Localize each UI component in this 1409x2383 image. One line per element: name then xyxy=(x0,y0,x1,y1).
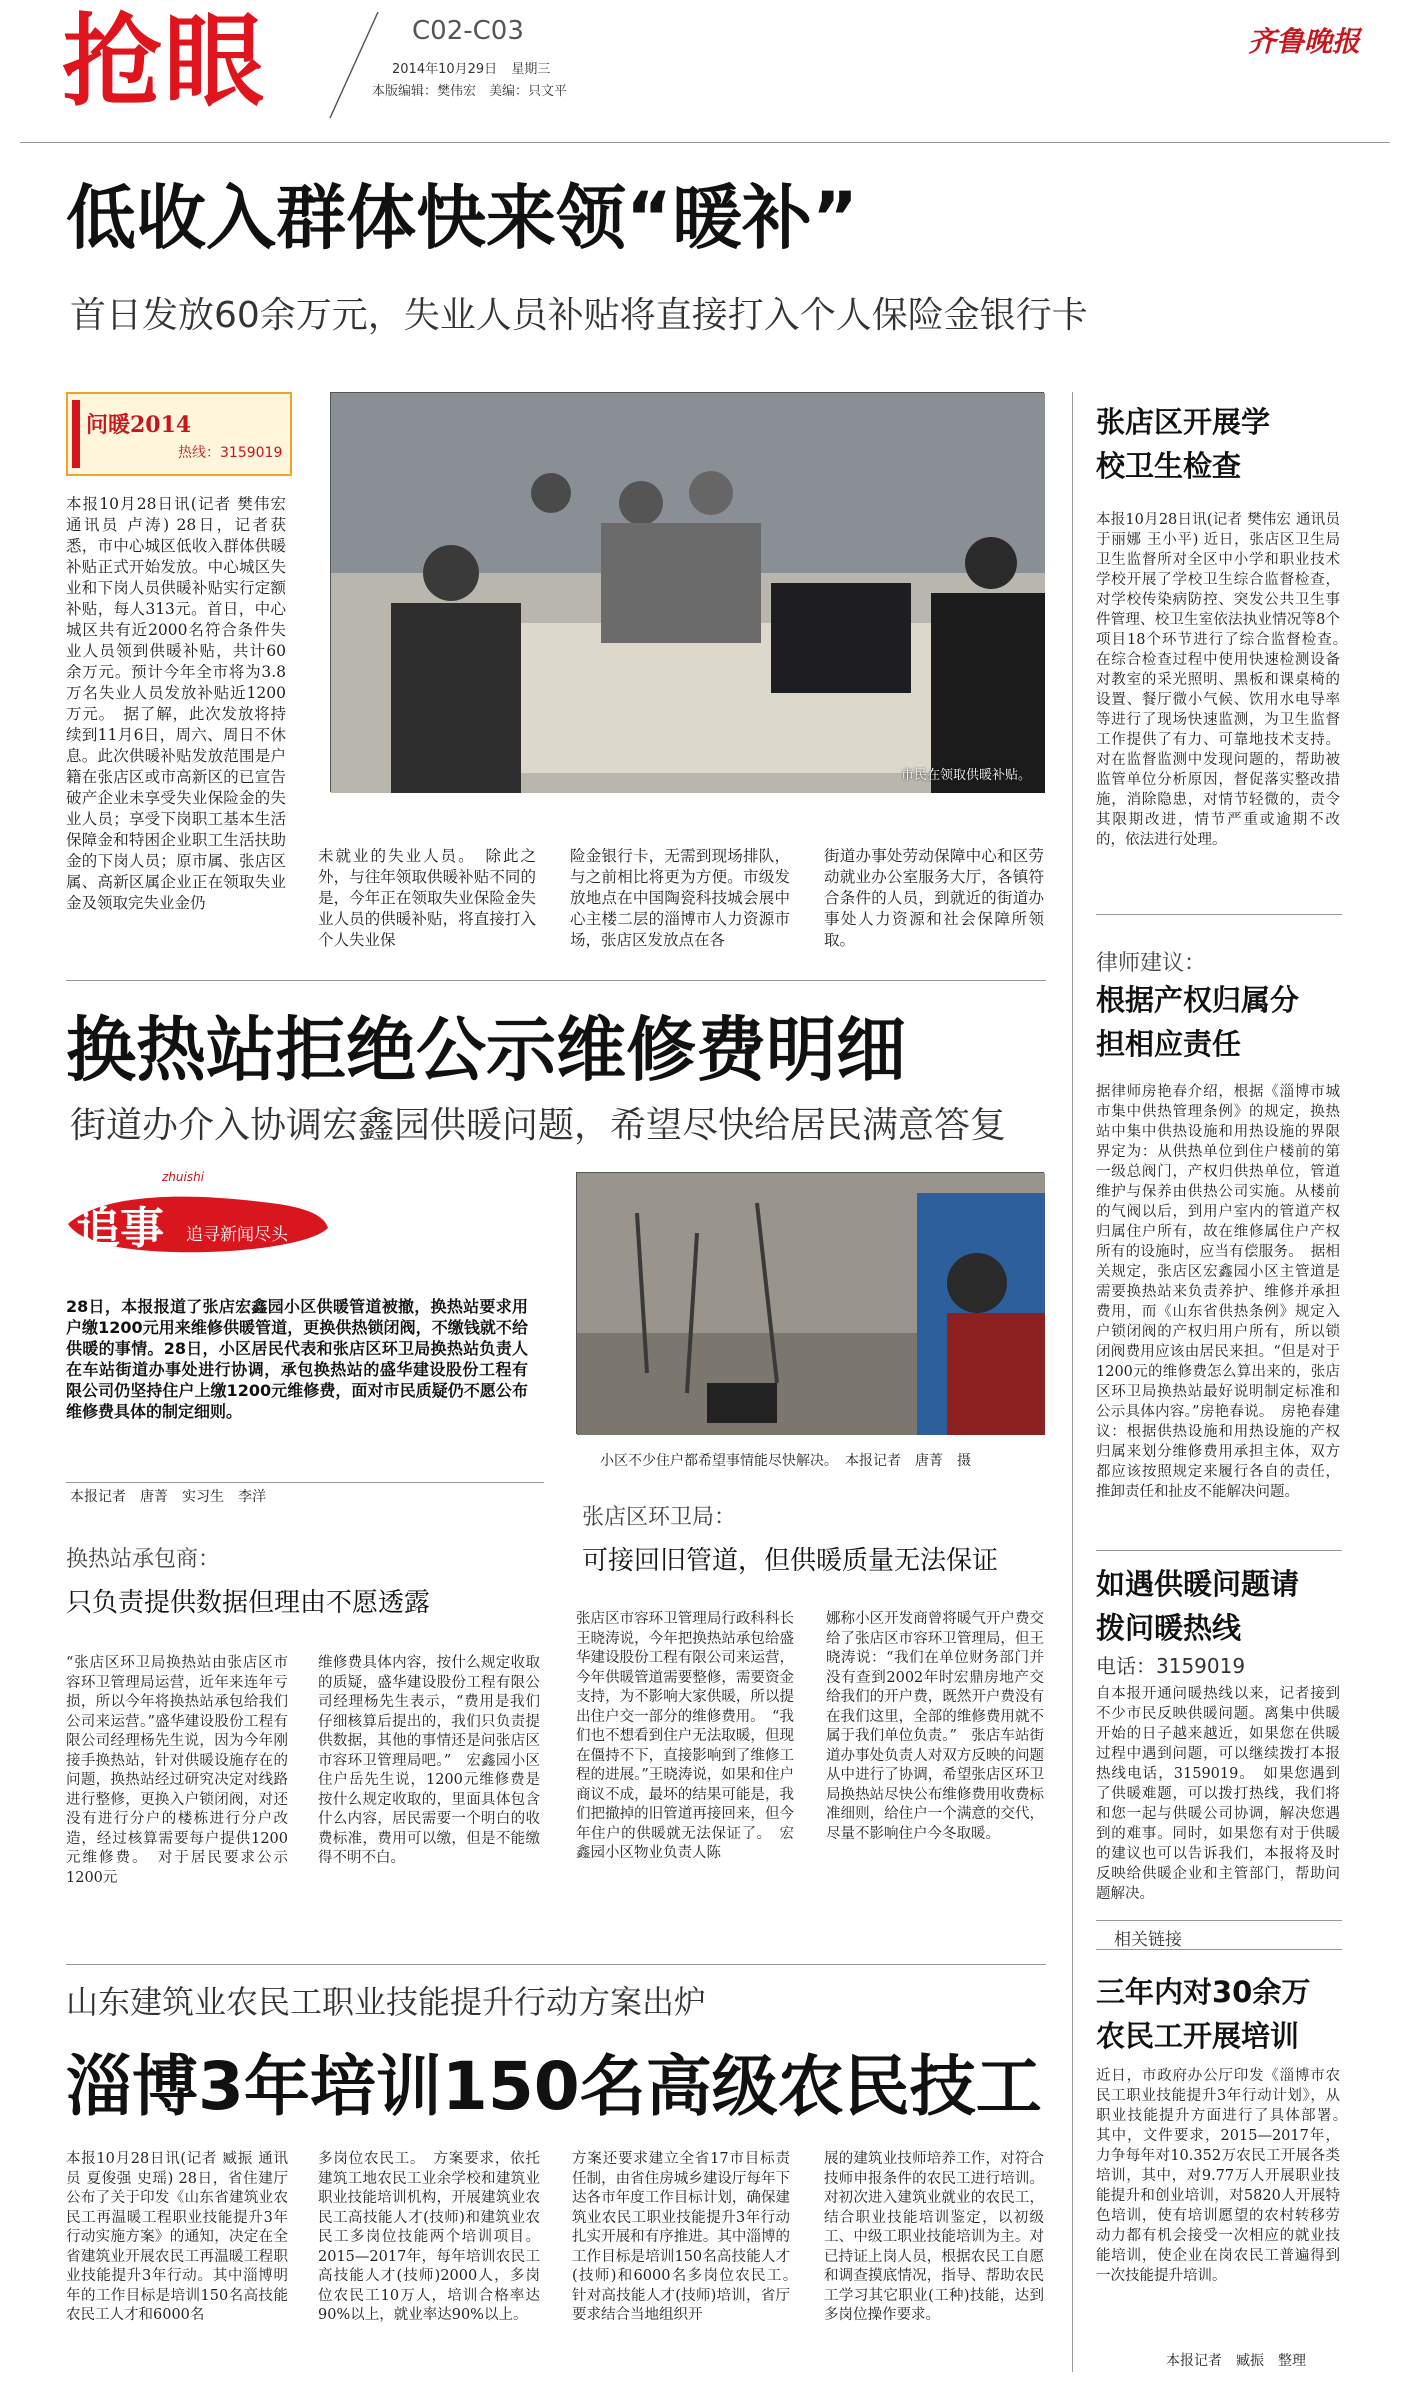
sec1-col1: “张店区环卫局换热站由张店区市容环卫管理局运营，近年来连年亏损，所以今年将换热站承包给我们公司来运营。”盛华建设股份工程有限公司经理杨先生说，因为今年刚接手换热站，针对供暖设施存在的问题，换热站经过研究决定对线路进行整修，更换入户锁闭阀，对还没有进行分户的楼栋进行分户改造，经过核算需要每户提供1200元维修费。 对于居民要求公示1200元 xyxy=(66,1655,288,1886)
badge-red-bar xyxy=(72,400,80,468)
article2-photo xyxy=(576,1172,1044,1434)
date: 2014年10月29日 xyxy=(392,62,498,77)
side4-kicker-box xyxy=(1096,1920,1342,1950)
photo-scene-2 xyxy=(577,1173,1045,1435)
sec1-col2: 维修费具体内容，按什么规定收取的质疑，盛华建设股份工程有限公司经理杨先生表示，“费用是我们仔细核算后提出的，我们只负责提供数据，其他的事情还是问张店区市容环卫管理局吧。” 宏鑫园小区住户岳先生说，1200元维修费是按什么规定收取的，里面具体包含什么内容，居民需要一个明白的收费标准，费用可以缴，但是不能缴得不明不白。 xyxy=(318,1655,540,1866)
article1-col2: 未就业的失业人员。 除此之外，与往年领取供暖补贴不同的是，今年正在领取失业保险金失业人员的供暖补贴，将直接打入个人失业保 xyxy=(318,847,536,949)
article1-col1: 本报10月28日讯(记者 樊伟宏 通讯员 卢涛) 28日，记者获悉，市中心城区低收入群体供暖补贴正式开始发放。中心城区失业和下岗人员供暖补贴实行定额补贴，每人313元。首日，中心城区共有近2000名符合条件失业人员领到供暖补贴，共计60余万元。预计今年全市将为3.8万名失业人员发放补贴近1200万元。 据了解，此次发放将持续到11月6日，周六、周日不休息。此次供暖补贴发放范围是户籍在张店区或市高新区的已宣告破产企业未享受失业保险金的失业人员；享受下岗职工基本生活保障金和特困企业职工生活扶助金的下岗人员；原市属、张店区属、高新区属企业正在领取失业金及领取完失业金仍 xyxy=(66,495,286,912)
side1-title: 张店区开展学校卫生检查 xyxy=(1096,405,1271,483)
logo-slash-line xyxy=(310,10,380,120)
article2-photo-caption: 小区不少住户都希望事情能尽快解决。 本报记者 唐菁 摄 xyxy=(600,1453,971,1469)
date-line xyxy=(392,58,550,77)
side4-text: 近日，市政府办公厅印发《淄博市农民工职业技能提升3年行动计划》，从职业技能提升方面进行了具体部署。 其中，文件要求，2015—2017年，力争每年对10.352万农民工开展各类培训，其中，对9.77万人开展职业技能提升和创业培训，对5820人开展特色培训，使有培训愿望的农村转移劳动力都有机会接受一次相应的就业技能培训，使企业在岗农民工普遍得到一次技能提升培训。 xyxy=(1096,2068,1355,2284)
side2-text: 据律师房艳春介绍，根据《淄博市城市集中供热管理条例》的规定，换热站中集中供热设施和用热设施的界限界定为：从供热单位到住户楼前的第一级总阀门，产权归供热单位，管道维护与保养由供热公司实施。从楼前的气阀以后，到用户室内的管道产权归属住户所有，故在维修属住户产权所有的设施时，应当有偿服务。 据相关规定，张店区宏鑫园小区主管道是需要换热站来负责养护、维修并承担费用，而《山东省供热条例》规定入户锁闭阀的产权归用户所有，所以锁闭阀费用应该由居民来担。“但是对于1200元的维修费怎么算出来的，张店区环卫局换热站最好说明制定标准和公示具体内容。”房艳春说。 房艳春建议：根据供热设施和用热设施的产权归属来划分维修费用承担主体，双方都应该按照规定来履行各自的责任，推卸责任和扯皮不能解决问题。 xyxy=(1096,1084,1340,1500)
article1-photo-caption: 市民在领取供暖补贴。 xyxy=(900,768,1031,783)
sec1-title: 只负责提供数据但理由不愿透露 xyxy=(66,1588,431,1618)
section-logo: 抢眼 xyxy=(62,2,266,120)
article2-subhead: 街道办介入协调宏鑫园供暖问题，希望尽快给居民满意答复 xyxy=(70,1105,1007,1146)
side3-phone: 电话：3159019 xyxy=(1096,1654,1246,1678)
article3-col2: 多岗位农民工。 方案要求，依托建筑工地农民工业余学校和建筑业职业技能培训机构，开展建筑业农民工高技能人才(技师)和建筑业农民工多岗位技能两个培训项目。2015—2017年，每年培训农民工高技能人才(技师)2000人，多岗位农民工10万人，培训合格率达90%以上，就业率达90%以上。 xyxy=(318,2151,540,2323)
zhuishi-badge xyxy=(62,1170,332,1280)
side2-kicker: 律师建议： xyxy=(1096,951,1207,976)
article1-photo xyxy=(330,392,1044,792)
article2-top-rule xyxy=(66,980,1046,981)
article1-col3: 险金银行卡，无需到现场排队，与之前相比将更为方便。市级发放地点在中国陶瓷科技城会展中心主楼二层的淄博市人力资源市场，张店区发放点在各 xyxy=(570,847,790,949)
sec2-kicker: 张店区环卫局： xyxy=(582,1505,737,1530)
side2-title: 根据产权归属分担相应责任 xyxy=(1096,983,1300,1061)
sec2-col2: 娜称小区开发商曾将暖气开户费交给了张店区市容环卫管理局，但王晓涛说：“我们在单位财务部门并没有查到2002年时宏鼎房地产交给我们的开户费，既然开户费没有在我们这里，全部的维修费用就不属于我们单位负责。” 张店车站街道办事处负责人对双方反映的问题从中进行了协调，希望张店区环卫局换热站尽快公布维修费用收费标准细则，给住户一个满意的交代，尽量不影响住户今冬取暖。 xyxy=(826,1611,1044,1842)
photo-scene xyxy=(331,393,1045,793)
side4-title: 三年内对30余万农民工开展培训 xyxy=(1096,1975,1311,2053)
wennuan-badge xyxy=(66,392,292,476)
page-numbers: C02-C03 xyxy=(412,16,524,46)
article2-lead: 28日，本报报道了张店宏鑫园小区供暖管道被撤，换热站要求用户缴1200元用来维修供暖管道，更换供热锁闭阀，不缴钱就不给供暖的事情。28日，小区居民代表和张店区环卫局换热站负责人在车站街道办事处进行协调，承包换热站的盛华建设股份工程有限公司仍坚持住户上缴1200元维修费，面对市民质疑仍不愿公布维修费具体的制定细则。 xyxy=(66,1297,528,1421)
side4-kicker: 相关链接 xyxy=(1114,1930,1182,1950)
side3-title: 如遇供暖问题请拨问暖热线 xyxy=(1096,1567,1300,1645)
zhuishi-tag: 追寻新闻尽头 xyxy=(186,1225,288,1245)
article1-headline: 低收入群体快来领“暖补” xyxy=(66,177,859,259)
article3-top-rule xyxy=(66,1964,1046,1965)
article3-col3: 方案还要求建立全省17市目标责任制，由省住房城乡建设厅每年下达各市年度工作目标计划，确保建筑业农民工职业技能提升3年行动扎实开展和有序推进。其中淄博的工作目标是培训150名高技能人才(技师)和6000名多岗位农民工。 针对高技能人才(技师)培训，省厅要求结合当地组织开 xyxy=(572,2151,805,2323)
main-sidebar-divider xyxy=(1072,392,1073,2372)
badge-title: 问暖2014 xyxy=(86,412,192,438)
article3-col1: 本报10月28日讯(记者 臧振 通讯员 夏俊强 史瑶) 28日，省住建厅公布了关于印发《山东省建筑业农民工再温暖工程职业技能提升3年行动实施方案》的通知，决定在全省建筑业开展农民工再温暖工程职业技能提升3年行动。其中淄博明年的工作目标是培训150名高技能农民工人才和6000名 xyxy=(66,2151,288,2323)
weekday: 星期三 xyxy=(511,62,551,77)
badge-hotline: 热线：3159019 xyxy=(178,445,283,461)
side1-rule xyxy=(1096,914,1342,915)
side2-rule xyxy=(1096,1550,1342,1551)
zhuishi-pinyin: zhuishi xyxy=(162,1170,205,1184)
article1-subhead: 首日发放60余万元，失业人员补贴将直接打入个人保险金银行卡 xyxy=(70,295,1088,336)
side4-byline: 本报记者 臧振 整理 xyxy=(1166,2353,1306,2369)
article3-kicker: 山东建筑业农民工职业技能提升行动方案出炉 xyxy=(66,1983,707,2021)
sec2-title: 可接回旧管道，但供暖质量无法保证 xyxy=(582,1546,999,1576)
editors-line: 本版编辑：樊伟宏 美编：只文平 xyxy=(372,84,568,99)
side3-text: 自本报开通问暖热线以来，记者接到不少市民反映供暖问题。离集中供暖开始的日子越来越近，如果您在供暖过程中遇到问题，可以继续拨打本报热线电话，3159019。 如果您遇到了供暖难题，可以拨打热线，我们将和您一起与供暖公司协调，解决您遇到的难事。同时，如果您有对于供暖的建议也可以告诉我们，本报将及时反映给供暖企业和主管部门，帮助问题解决。 xyxy=(1096,1686,1340,1902)
article3-col4: 展的建筑业技师培养工作，对符合技师申报条件的农民工进行培训。对初次进入建筑业就业的农民工，结合职业技能培训鉴定，以初级工、中级工职业技能培训为主。对已持证上岗人员，根据农民工自愿和调查摸底情况，指导、帮助农民工学习其它职业(工种)技能，达到多岗位操作要求。 xyxy=(824,2151,1044,2323)
masthead-rule xyxy=(20,142,1390,143)
article2-byline: 本报记者 唐菁 实习生 李洋 xyxy=(70,1489,266,1505)
side1-text: 本报10月28日讯(记者 樊伟宏 通讯员 于丽娜 王小平) 近日，张店区卫生局卫生监督所对全区中小学和职业技术学校开展了学校卫生综合监督检查，对学校传染病防控、突发公共卫生事件管理、校卫生室依法执业情况等8个项目18个环节进行了综合监督检查。 在综合检查过程中使用快速检测设备对教室的采光照明、黑板和课桌椅的设置、餐厅微小气候、饮用水电导率等进行了现场快速监测，为卫生监督工作提供了有力、可靠地技术支持。对在监督监测中发现问题的，帮助被监管单位分析原因，督促落实整改措施，消除隐患，对情节轻微的，责令其限期改进，情节严重或逾期不改的，依法进行处理。 xyxy=(1096,512,1355,848)
masthead xyxy=(0,0,1409,150)
article3-headline: 淄博3年培训150名高级农民技工 xyxy=(66,2048,1042,2125)
sec2-col1: 张店区市容环卫管理局行政科科长王晓涛说，今年把换热站承包给盛华建设股份工程有限公司来运营，今年供暖管道需要整修，需要资金支持，为不影响大家供暖，所以提出住户交一部分的维修费用。 “我们也不想看到住户无法取暖，但现在僵持不下，直接影响到了维修工程的进展。”王晓涛说，如果和住户商议不成，最坏的结果可能是，我们把撤掉的旧管道再接回来，但今年住户的供暖就无法保证了。 宏鑫园小区物业负责人陈 xyxy=(576,1611,794,1861)
article2-headline: 换热站拒绝公示维修费明细 xyxy=(66,1009,906,1091)
sec1-kicker: 换热站承包商： xyxy=(66,1547,221,1572)
newspaper-name: 齐鲁晚报 xyxy=(1248,25,1361,58)
byline-rule xyxy=(66,1482,544,1483)
article1-col4: 街道办事处劳动保障中心和区劳动就业办公室服务大厅，各镇符合条件的人员，到就近的街道办事处人力资源和社会保障所领取。 xyxy=(824,847,1044,949)
zhuishi-title: 追事 xyxy=(76,1203,164,1254)
